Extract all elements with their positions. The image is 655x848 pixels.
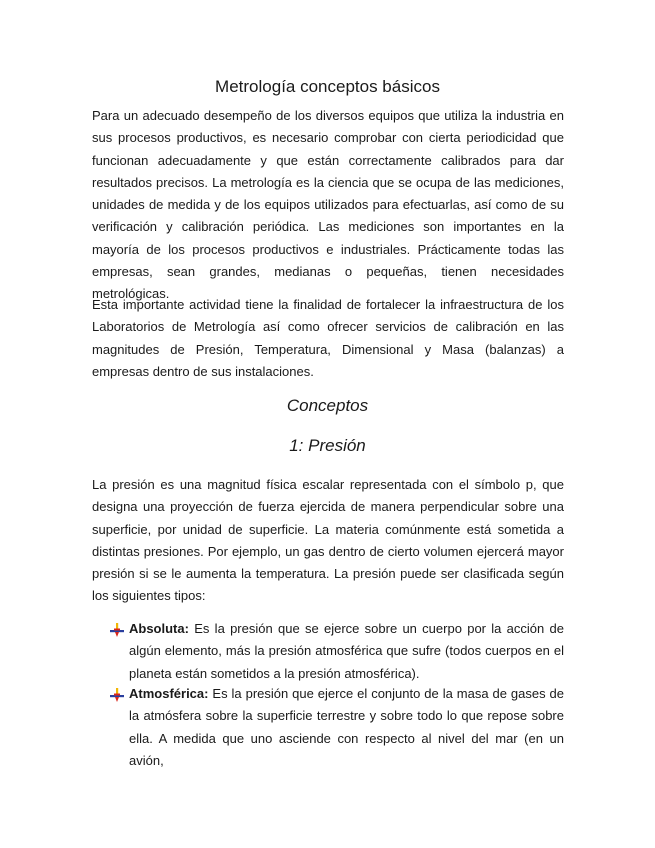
purpose-paragraph: Esta importante actividad tiene la finalidad de fortalecer la infraestructura de los Laboratorios de Metrología así como ofrecer servicios de calibración en las magnitudes de Presión, Temperatura, Dimensional y Masa (balanzas) a empresas dentro de sus instalaciones. [92,297,564,379]
section-heading-conceptos: Conceptos [286,396,369,415]
list-item-description: Es la presión que ejerce el conjunto de la masa de gases de la atmósfera sobre la superficie terrestre y sobre todo lo que repose sobre ella. A medida que uno asciende con respecto al nivel del mar (en un avión, [129,686,564,768]
list-item-description: Es la presión que se ejerce sobre un cuerpo por la acción de algún elemento, más la presión atmosférica que sufre (todos cuerpos en el planeta están sometidos a la presión atmosférica). [129,621,564,681]
pushpin-icon [109,687,125,703]
list-item-term: Atmosférica: [129,686,209,701]
presion-paragraph: La presión es una magnitud física escalar representada con el símbolo p, que designa una proyección de fuerza ejercida de manera perpendicular sobre una superficie, por unidad de superficie. La materia comúnmente está sometida a distintas presiones. Por ejemplo, un gas dentro de cierto volumen ejercerá mayor presión si se le aumenta la temperatura. La presión puede ser clasificada según los siguientes tipos: [92,477,564,604]
pushpin-icon [109,622,125,638]
document-title: Metrología conceptos básicos [215,77,440,96]
list-item-term: Absoluta: [129,621,189,636]
intro-paragraph: Para un adecuado desempeño de los diversos equipos que utiliza la industria en sus procesos productivos, es necesario comprobar con cierta periodicidad que funcionan adecuadamente y que están correctamente calibrados para dar resultados precisos. La metrología es la ciencia que se ocupa de las mediciones, unidades de medida y de los equipos utilizados para efectuarlas, así como de su verificación y calibración periódica. Las mediciones son importantes en la mayoría de los procesos productivos e industriales. Prácticamente todas las empresas, sean grandes, medianas o pequeñas, tienen necesidades metrológicas. [92,108,564,302]
subsection-heading-presion: 1: Presión [289,436,366,455]
